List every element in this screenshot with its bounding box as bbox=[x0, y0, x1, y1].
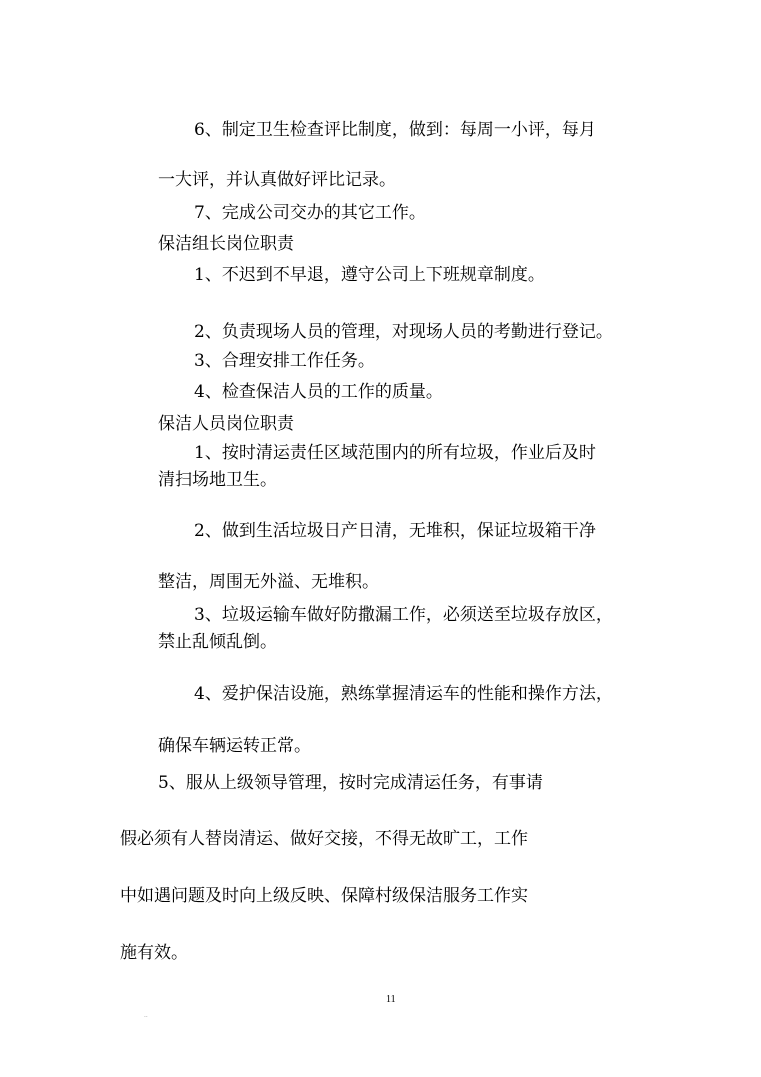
text-line: 2、做到生活垃圾日产日清，无堆积，保证垃圾箱干净 bbox=[194, 521, 596, 541]
footer-mark: .. bbox=[144, 1012, 148, 1019]
text-line: 禁止乱倾乱倒。 bbox=[158, 632, 277, 652]
text-line: 4、爱护保洁设施，熟练掌握清运车的性能和操作方法， bbox=[194, 684, 613, 704]
text-line: 3、合理安排工作任务。 bbox=[194, 351, 375, 371]
text-line: 7、完成公司交办的其它工作。 bbox=[194, 203, 426, 223]
text-line: 一大评，并认真做好评比记录。 bbox=[158, 170, 396, 190]
section-heading: 保洁组长岗位职责 bbox=[158, 234, 294, 254]
text-line: 6、制定卫生检查评比制度，做到：每周一小评，每月 bbox=[194, 120, 596, 140]
text-line: 1、不迟到不早退，遵守公司上下班规章制度。 bbox=[194, 265, 545, 285]
text-line: 2、负责现场人员的管理，对现场人员的考勤进行登记。 bbox=[194, 322, 613, 342]
section-heading: 保洁人员岗位职责 bbox=[158, 414, 294, 434]
page-number: 11 bbox=[386, 994, 396, 1005]
text-line: 3、垃圾运输车做好防撒漏工作，必须送至垃圾存放区， bbox=[194, 605, 613, 625]
text-line: 假必须有人替岗清运、做好交接，不得无故旷工，工作 bbox=[120, 829, 528, 849]
text-line: 4、检查保洁人员的工作的质量。 bbox=[194, 382, 443, 402]
text-line: 中如遇问题及时向上级反映、保障村级保洁服务工作实 bbox=[120, 886, 528, 906]
text-line: 1、按时清运责任区域范围内的所有垃圾，作业后及时 bbox=[194, 443, 596, 463]
text-line: 确保车辆运转正常。 bbox=[158, 736, 311, 756]
text-line: 5、服从上级领导管理，按时完成清运任务，有事请 bbox=[158, 773, 543, 793]
text-line: 施有效。 bbox=[120, 943, 188, 963]
text-line: 整洁，周围无外溢、无堆积。 bbox=[158, 572, 379, 592]
text-line: 清扫场地卫生。 bbox=[158, 470, 277, 490]
